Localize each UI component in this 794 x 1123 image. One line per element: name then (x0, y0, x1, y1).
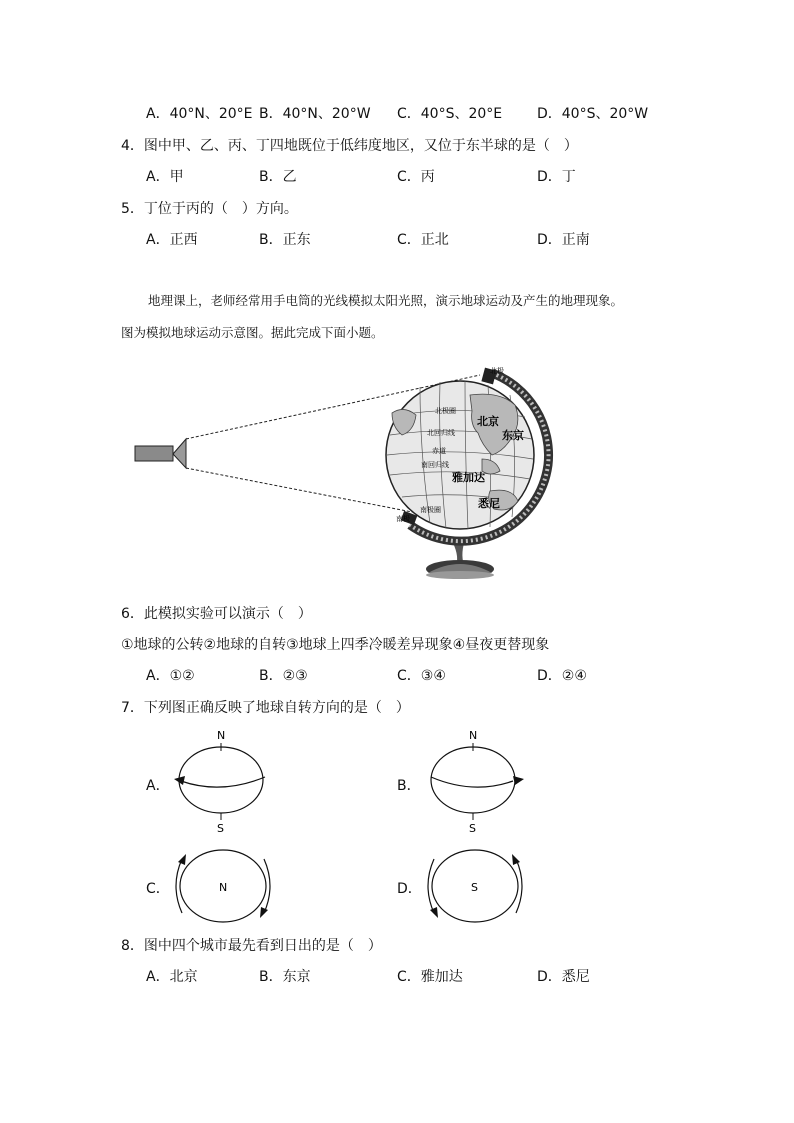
q7-label-c: C． (146, 881, 170, 897)
sydney-label: 悉尼 (478, 497, 500, 510)
q6-option-a: A．①② (146, 668, 195, 684)
earth-outline (431, 747, 515, 813)
north-pole-letter: N (219, 881, 228, 894)
globe-flashlight-figure (120, 355, 570, 590)
passage-line-2: 图为模拟地球运动示意图。据此完成下面小题。 (121, 325, 384, 340)
tropic-capricorn-label: 南回归线 (421, 461, 449, 469)
q6-stem: 6．此模拟实验可以演示（ ） (121, 606, 312, 622)
rotation-arrow-icon (430, 907, 438, 918)
antarctic-circle-label: 南极圈 (420, 506, 441, 514)
equator-label: 赤道 (432, 447, 446, 455)
flashlight-icon (135, 439, 186, 468)
q3-option-d: D．40°S、20°W (537, 106, 649, 122)
rotation-arrow-icon (178, 854, 186, 865)
passage-line-1: 地理课上，老师经常用手电筒的光线模拟太阳光照，演示地球运动及产生的地理现象。 (148, 293, 624, 308)
q8-option-c: C．雅加达 (397, 969, 463, 985)
north-letter: N (469, 729, 478, 742)
south-pole-letter: S (471, 881, 478, 894)
q3-option-c: C．40°S、20°E (397, 106, 503, 122)
rotation-arrow-icon (260, 907, 268, 918)
q8-stem: 8．图中四个城市最先看到日出的是（ ） (121, 938, 382, 954)
rotation-arrow-icon (512, 854, 520, 865)
q5-option-b: B．正东 (259, 232, 311, 248)
q8-option-d: D．悉尼 (537, 969, 590, 985)
q6-option-d: D．②④ (537, 668, 587, 684)
q3-option-a: A．40°N、20°E (146, 106, 253, 122)
q8-option-a: A．北京 (146, 969, 198, 985)
q7-diagram-c (168, 845, 278, 927)
q7-label-a: A． (146, 778, 170, 794)
earth-outline (179, 747, 263, 813)
q7-diagram-d (420, 845, 530, 927)
q4-option-c: C．丙 (397, 169, 435, 185)
south-letter: S (217, 822, 224, 835)
q5-option-c: C．正北 (397, 232, 449, 248)
south-pole-label: 南极 (396, 515, 410, 523)
north-pole-label: 北极 (490, 367, 504, 375)
q5-option-a: A．正西 (146, 232, 198, 248)
q6-option-b: B．②③ (259, 668, 308, 684)
q4-option-d: D．丁 (537, 169, 576, 185)
q6-statements: ①地球的公转②地球的自转③地球上四季冷暖差异现象④昼夜更替现象 (121, 637, 550, 653)
q4-stem: 4．图中甲、乙、丙、丁四地既位于低纬度地区，又位于东半球的是（ ） (121, 138, 578, 154)
jakarta-label: 雅加达 (452, 471, 485, 484)
q5-option-d: D．正南 (537, 232, 590, 248)
q5-stem: 5．丁位于丙的（ ）方向。 (121, 201, 298, 217)
q7-label-b: B． (397, 778, 421, 794)
north-letter: N (217, 729, 226, 742)
q8-option-b: B．东京 (259, 969, 311, 985)
q7-label-d: D． (397, 881, 422, 897)
tropic-cancer-label: 北回归线 (427, 429, 455, 437)
q4-option-a: A．甲 (146, 169, 184, 185)
light-ray-bottom (186, 468, 412, 512)
arctic-circle-label: 北极圈 (435, 407, 456, 415)
q7-diagram-b (420, 725, 530, 837)
q7-stem: 7．下列图正确反映了地球自转方向的是（ ） (121, 700, 410, 716)
south-letter: S (469, 822, 476, 835)
q3-option-b: B．40°N、20°W (259, 106, 371, 122)
q6-option-c: C．③④ (397, 668, 446, 684)
q7-diagram-a (168, 725, 278, 837)
beijing-label: 北京 (477, 415, 499, 428)
q4-option-b: B．乙 (259, 169, 297, 185)
tokyo-label: 东京 (502, 429, 524, 442)
